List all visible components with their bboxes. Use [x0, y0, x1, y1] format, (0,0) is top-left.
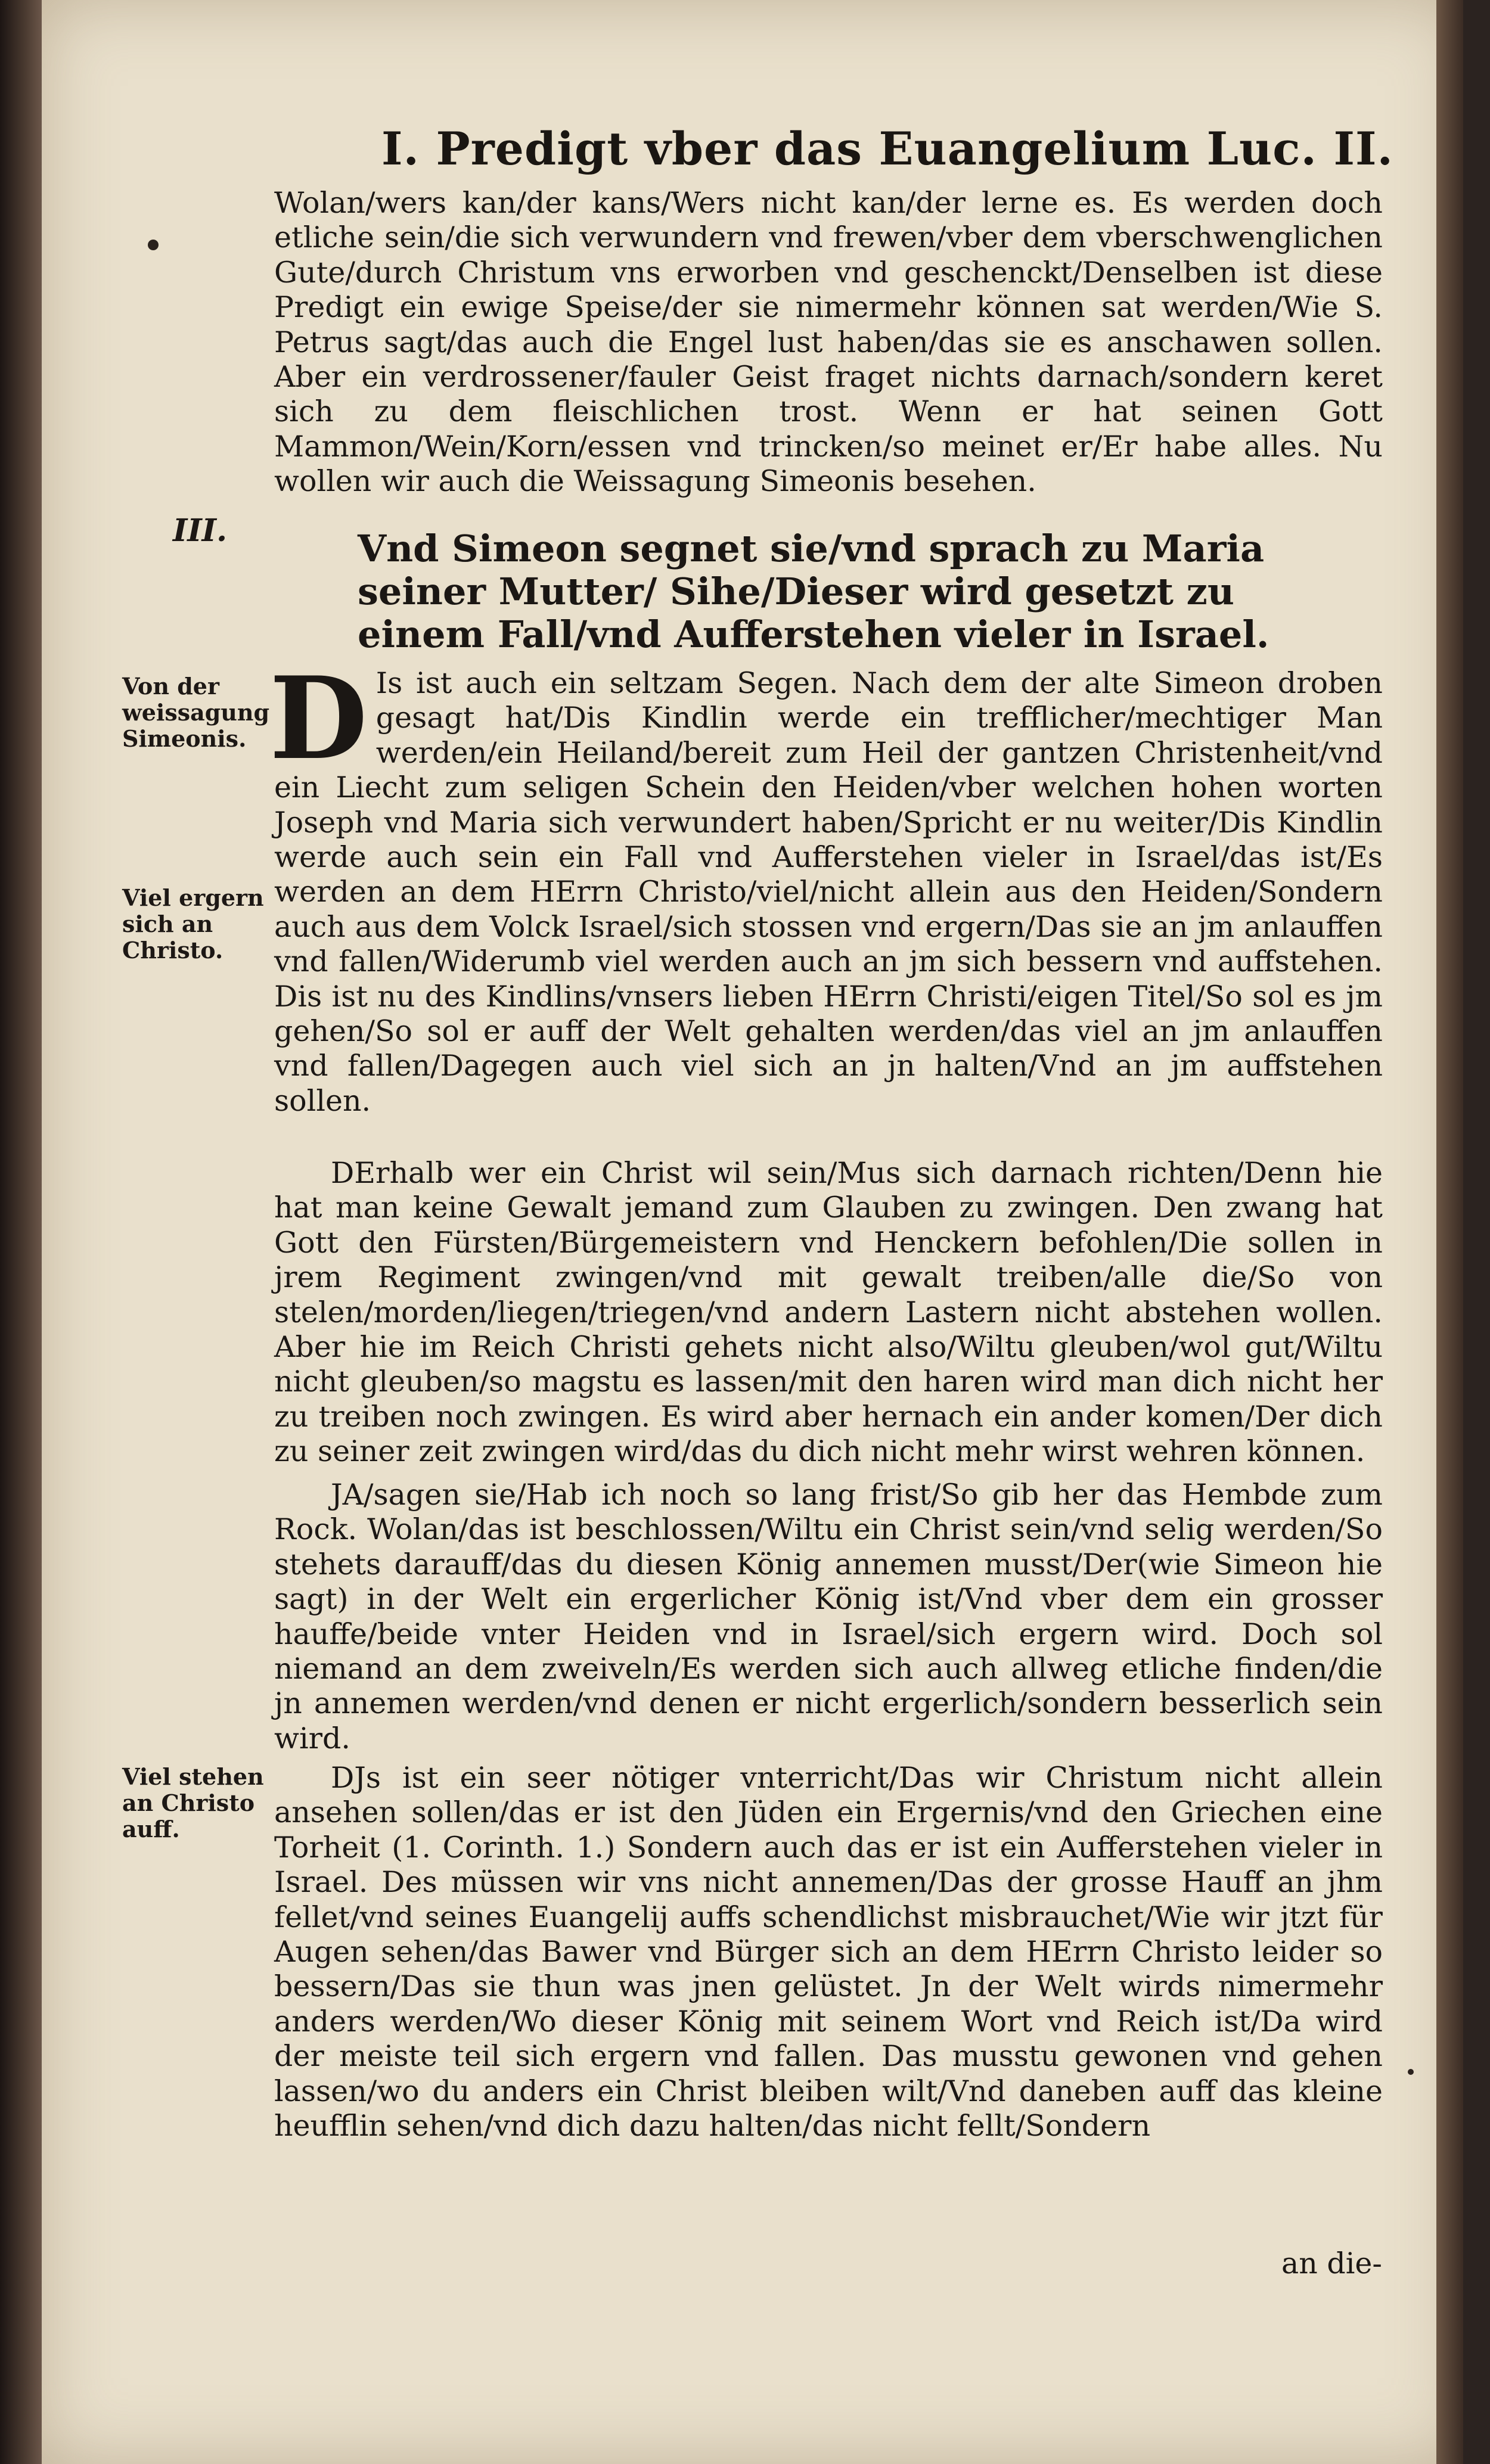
paragraph-1	[274, 186, 1383, 499]
ink-dot	[148, 240, 159, 250]
ink-dot	[1408, 2069, 1414, 2075]
margin-note-2: Viel ergern sich an Christo.	[122, 884, 264, 964]
paragraph-2-text	[269, 652, 1383, 1118]
catchword: an die-	[1281, 2247, 1382, 2280]
margin-note-1: Von der weissagung Simeonis.	[122, 673, 270, 752]
running-title: I. Predigt vber das Euangelium Luc. II.	[381, 122, 1394, 175]
drop-cap-initial: D	[269, 652, 368, 785]
paragraph-4-text: JA/sagen sie/Hab ich noch so lang frist/So gib her das Hembde zum Rock. Wolan/das ist beschlossen/Wiltu ein Christ sein/vnd selig werden/So stehets darauff/das du diesen König annemen musst/Der(wie Simeon hie sagt) in der Welt ein ergerlicher König ist/Vnd vber dem ein grosser hauffe/beide vnter Heiden vnd in Israel/sich ergern wird. Doch sol niemand an dem zweiveln/Es werden sich auch allweg etliche finden/die jn annemen werden/vnd denen er nicht ergerlich/sondern besserlich sein wird.	[274, 1478, 1383, 1755]
page-edge	[1436, 0, 1463, 2464]
paragraph-3-text: DErhalb wer ein Christ wil sein/Mus sich darnach richten/Denn hie hat man keine Gewalt jemand zum Glauben zu zwingen. Den zwang hat Gott den Fürsten/Bürgemeistern vnd Henckern befohlen/Die sollen in jrem Regiment zwingen/vnd mit gewalt treiben/alle die/So von stelen/morden/liegen/triegen/vnd andern Lastern nicht abstehen wollen. Aber hie im Reich Christi gehets nicht also/Wiltu gleuben/wol gut/Wiltu nicht gleuben/so magstu es lassen/mit den haren wird man dich nicht her zu treiben noch zwingen. Es wird aber hernach ein ander komen/Der dich zu seiner zeit zwingen wird/das du dich nicht mehr wirst wehren können.	[274, 1156, 1383, 1469]
book-gutter	[0, 0, 42, 2464]
scripture-quote: Vnd Simeon segnet sie/vnd sprach zu Maria seiner Mutter/ Sihe/Dieser wird gesetzt zu einem Fall/vnd Aufferstehen vieler in Israel.	[358, 527, 1269, 656]
paragraph-1-text: Wolan/wers kan/der kans/Wers nicht kan/der lerne es. Es werden doch etliche sein/die sich verwundern vnd frewen/vber dem vberschwenglichen Gute/durch Christum vns erworben vnd geschenckt/Denselben ist diese Predigt ein ewige Speise/der sie nimermehr können sat werden/Wie S. Petrus sagt/das auch die Engel lust haben/das sie es anschawen sollen. Aber ein verdrossener/fauler Geist fraget nichts darnach/sondern keret sich zu dem fleischlichen trost. Wenn er hat seinen Gott Mammon/Wein/Korn/essen vnd trincken/so meinet er/Er habe alles. Nu wollen wir auch die Weissagung Simeonis besehen.	[274, 186, 1383, 499]
margin-note-3: Viel stehen an Christo auff.	[122, 1763, 264, 1842]
paragraph-5	[274, 1761, 1383, 2143]
section-numeral: III.	[173, 512, 228, 549]
paragraph-4	[274, 1478, 1383, 1756]
paragraph-5-text: DJs ist ein seer nötiger vnterricht/Das wir Christum nicht allein ansehen sollen/das er ist den Jüden ein Ergernis/vnd den Griechen eine Torheit (1. Corinth. 1.) Sondern auch das er ist ein Aufferstehen vieler in Israel. Des müssen wir vns nicht annemen/Das der grosse Hauff an jhm fellet/vnd seines Euangelij auffs schendlichst misbrauchet/Wie wir jtzt für Augen sehen/das Bawer vnd Bürger sich an dem HErrn Christo leider so bessern/Das sie thun was jnen gelüstet. Jn der Welt wirds nimermehr anders werden/Wo dieser König mit seinem Wort vnd Reich ist/Da wird der meiste teil sich ergern vnd fallen. Das musstu gewonen vnd gehen lassen/wo du anders ein Christ bleiben wilt/Vnd daneben auff das kleine heufflin sehen/vnd dich dazu halten/das nicht fellt/Sondern	[274, 1761, 1383, 2143]
paragraph-2-body: Is ist auch ein seltzam Segen. Nach dem der alte Simeon droben gesagt hat/Dis Kindlin werde ein trefflicher/mechtiger Man werden/ein Heiland/bereit zum Heil der gantzen Christenheit/vnd ein Liecht zum seligen Schein den Heiden/vber welchen hohen worten Joseph vnd Maria sich verwundert haben/Spricht er nu weiter/Dis Kindlin werde auch sein ein Fall vnd Aufferstehen vieler in Israel/das ist/Es werden an dem HErrn Christo/viel/nicht allein aus den Heiden/Sondern auch aus dem Volck Israel/sich stossen vnd ergern/Das sie an jm anlauffen vnd fallen/Widerumb viel werden auch an jm sich bessern vnd auffstehen. Dis ist nu des Kindlins/vnsers lieben HErrn Christi/eigen Titel/So sol es jm gehen/So sol er auff der Welt gehalten werden/das viel an jm anlauffen vnd fallen/Dagegen auch viel sich an jn halten/Vnd an jm auffstehen sollen.	[274, 666, 1383, 1118]
paragraph-2	[269, 652, 1383, 1118]
paragraph-3	[274, 1156, 1383, 1469]
